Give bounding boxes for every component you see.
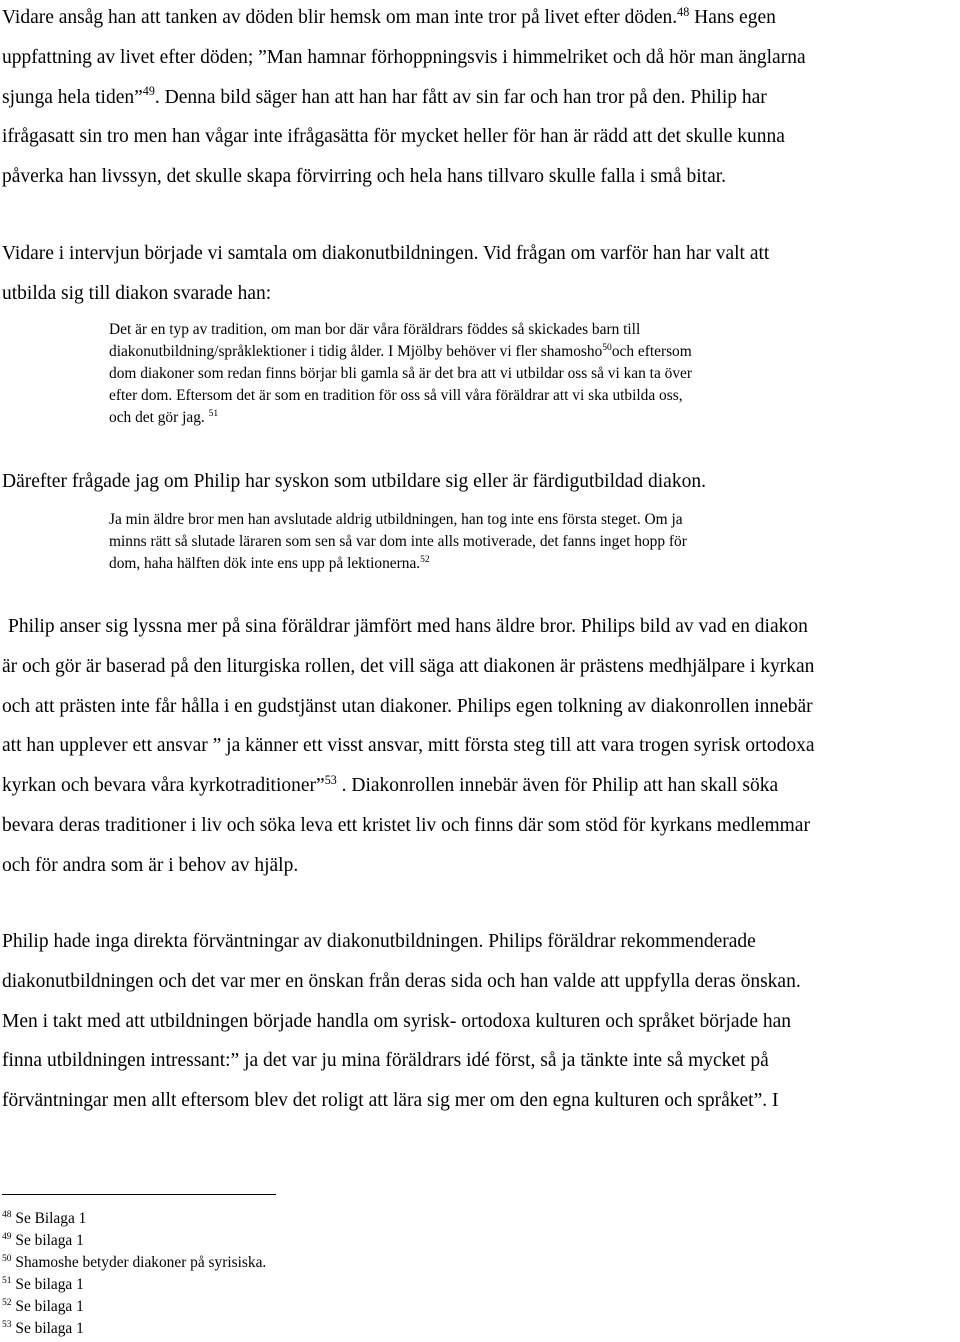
text-line: Det är en typ av tradition, om man bor där våra föräldrars föddes så skickades barn till [109,321,641,338]
text-line: uppfattning av livet efter döden; ”Man hamnar förhoppningsvis i himmelriket och då hör man änglarna [2,46,806,68]
paragraph-deacon-role [2,607,957,886]
paragraph-afterlife [2,0,957,197]
paragraph-interview [2,234,957,314]
footnote-ref-51[interactable]: 51 [208,408,219,420]
text-line: Men i takt med att utbildningen började handla om syrisk- ortodoxa kulturen och språket började han [2,1010,792,1032]
footnote-ref-53[interactable]: 53 [324,772,337,787]
footnote-ref-52[interactable]: 52 [420,554,430,566]
footnote-48: $^{48}$ Se Bilaga 1 [2,1209,87,1227]
text-line: efter dom. Eftersom det är som en tradition för oss så vill våra föräldrar att vi ska utbilda oss, [109,387,683,404]
text-line: Vidare ansåg han att tanken av döden blir hemsk om man inte tror på livet efter döden.$^{48}$ Hans egen [2,4,776,28]
footnote-49: $^{49}$ Se bilaga 1 [2,1231,84,1249]
text-line: bevara deras traditioner i liv och söka leva ett kristet liv och finns där som stöd för kyrkans medlemmar [2,814,810,836]
text-line: diakonutbildning/språklektioner i tidig ålder. I Mjölby behöver vi fler shamosho$^{50}$och eftersom [109,342,692,360]
text-line: förväntningar men allt eftersom blev det roligt att lära sig mer om den egna kulturen och språket”. I [2,1090,779,1112]
text-line: dom, haha hälften dök inte ens upp på lektionerna.$^{52}$ [109,554,430,572]
text-line: finna utbildningen intressant:” ja det var ju mina föräldrars idé först, så ja tänkte inte så mycket på [2,1050,769,1072]
text-line: ifrågasatt sin tro men han vågar inte ifrågasätta för mycket heller för han är rädd att det skulle kunna [2,126,785,148]
text-line: kyrkan och bevara våra kyrkotraditioner”$^{53}$ . Diakonrollen innebär även för Philip att han skall söka [2,772,779,797]
text-line: diakonutbildningen och det var mer en önskan från deras sida och han valde att uppfylla deras önskan. [2,970,801,992]
text-line: minns rätt så slutade läraren som sen så var dom inte alls motiverade, det fanns inget hopp för [109,533,687,550]
footnote-ref-48[interactable]: 48 [677,4,690,19]
footnote-ref-50[interactable]: 50 [602,342,612,354]
text-line: och att prästen inte får hålla i en gudstjänst utan diakoner. Philips egen tolkning av diakonrollen innebär [2,695,813,717]
text-line: och för andra som är i behov av hjälp. [2,854,299,876]
footnote-ref-49[interactable]: 49 [142,84,155,99]
footnotes [2,1208,266,1340]
footnote-50: $^{50}$ Shamoshe betyder diakoner på syrisiska. [2,1253,267,1271]
text-line: Därefter frågade jag om Philip har syskon som utbildare sig eller är färdigutbildad diakon. [2,471,706,492]
footnote-divider [2,1194,276,1195]
text-line: Philip anser sig lyssna mer på sina föräldrar jämfört med hans äldre bror. Philips bild av vad en diakon [8,616,808,637]
footnote-52: $^{52}$ Se bilaga 1 [2,1297,84,1315]
text-line: är och gör är baserad på den liturgiska rollen, det vill säga att diakonen är prästens medhjälpare i kyrkan [2,655,815,677]
text-line: påverka han livssyn, det skulle skapa förvirring och hela hans tillvaro skulle falla i små bitar. [2,166,727,188]
block-quote-tradition [109,319,849,429]
text-line: utbilda sig till diakon svarade han: [2,282,272,304]
text-line: och det gör jag. $^{51}$ [109,408,219,426]
text-line: Vidare i intervjun började vi samtala om diakonutbildningen. Vid frågan om varför han har valt att [2,243,770,264]
block-quote-brother [109,509,849,575]
paragraph-siblings [2,462,957,502]
text-line: dom diakoner som redan finns börjar bli gamla så är det bra att vi utbildar oss så vi kan ta över [109,365,692,382]
text-line: Ja min äldre bror men han avslutade aldrig utbildningen, han tog inte ens första steget. Om ja [109,511,683,528]
footnote-51: $^{51}$ Se bilaga 1 [2,1275,84,1293]
text-line: att han upplever ett ansvar ” ja känner ett visst ansvar, mitt första steg till att vara trogen syrisk ortodoxa [2,735,815,757]
paragraph-expectations [2,922,957,1121]
text-line: sjunga hela tiden”$^{49}$. Denna bild säger han att han har fått av sin far och han tror på den. Philip har [2,84,767,108]
footnote-53: $^{53}$ Se bilaga 1 [2,1319,84,1337]
text-line: Philip hade inga direkta förväntningar av diakonutbildningen. Philips föräldrar rekommenderade [2,931,756,952]
